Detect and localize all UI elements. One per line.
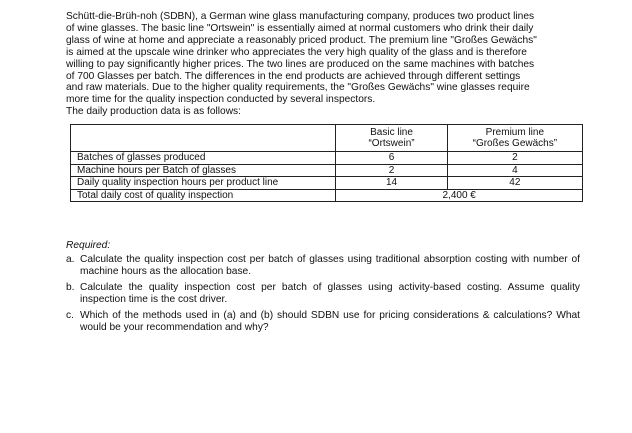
table-total-row [71, 189, 583, 202]
question-item [66, 310, 586, 334]
intro-line: of 700 Glasses per batch. The differences in the end products are achieved through different settings [66, 70, 521, 82]
header-basic-line-title: Basic line [370, 126, 413, 138]
question-item [66, 254, 586, 278]
row-label: Daily quality inspection hours per product line [71, 177, 336, 190]
required-section [66, 240, 586, 334]
premium-value: 42 [447, 177, 582, 190]
header-blank-cell [71, 125, 336, 152]
table-row [71, 152, 583, 165]
question-text: Which of the methods used in (a) and (b) should SDBN use for pricing considerations & calculations? What would be your recommendation and why? [80, 310, 580, 334]
intro-paragraph [66, 11, 586, 106]
intro-line: willing to pay significantly higher prices. The two lines are produced on the same machines with batches [66, 58, 535, 70]
basic-value: 14 [336, 177, 447, 190]
header-premium-line [447, 125, 582, 152]
question-letter: b. [66, 282, 75, 294]
required-title: Required: [66, 240, 111, 252]
intro-line: of wine glasses. The basic line "Ortswein" is essentially aimed at normal customers who drink their daily [66, 22, 534, 34]
table-row [71, 177, 583, 190]
row-label: Machine hours per Batch of glasses [71, 164, 336, 177]
intro-line: Schütt-die-Brüh-noh (SDBN), a German wine glass manufacturing company, produces two product lines [66, 11, 535, 22]
header-premium-line-title: Premium line [485, 126, 545, 138]
table-row [71, 164, 583, 177]
question-letter: a. [66, 254, 75, 266]
question-letter: c. [66, 310, 74, 322]
row-label: Batches of glasses produced [71, 152, 336, 165]
total-label: Total daily cost of quality inspection [71, 189, 336, 202]
question-item [66, 282, 586, 306]
intro-line: and raw materials. Due to the higher quality requirements, the "Großes Gewächs" wine glasses require [66, 82, 530, 94]
question-text: Calculate the quality inspection cost per batch of glasses using activity-based costing. Assume quality inspection time is the cost driver. [80, 282, 580, 306]
document-page [66, 11, 586, 338]
header-premium-line-name: “Großes Gewächs” [472, 138, 558, 150]
premium-value: 2 [447, 152, 582, 165]
premium-value: 4 [447, 164, 582, 177]
total-value: 2,400 € [336, 189, 583, 202]
header-basic-line [336, 125, 447, 152]
basic-value: 6 [336, 152, 447, 165]
question-text: Calculate the quality inspection cost per batch of glasses using traditional absorption costing with number of machine hours as the allocation base. [80, 254, 580, 278]
header-basic-line-name: “Ortswein” [368, 138, 415, 150]
basic-value: 2 [336, 164, 447, 177]
intro-line: more time for the quality inspection conducted by several inspectors. [66, 94, 376, 106]
table-lead-text: The daily production data is as follows: [66, 106, 241, 118]
table-header-row [71, 125, 583, 152]
production-data-table [70, 124, 583, 202]
intro-line: is aimed at the upscale wine drinker who appreciates the very high quality of the glass and is therefore [66, 46, 527, 58]
intro-line: glass of wine at home and appreciate a reasonably priced product. The premium line "Großes Gewächs" [66, 34, 537, 46]
